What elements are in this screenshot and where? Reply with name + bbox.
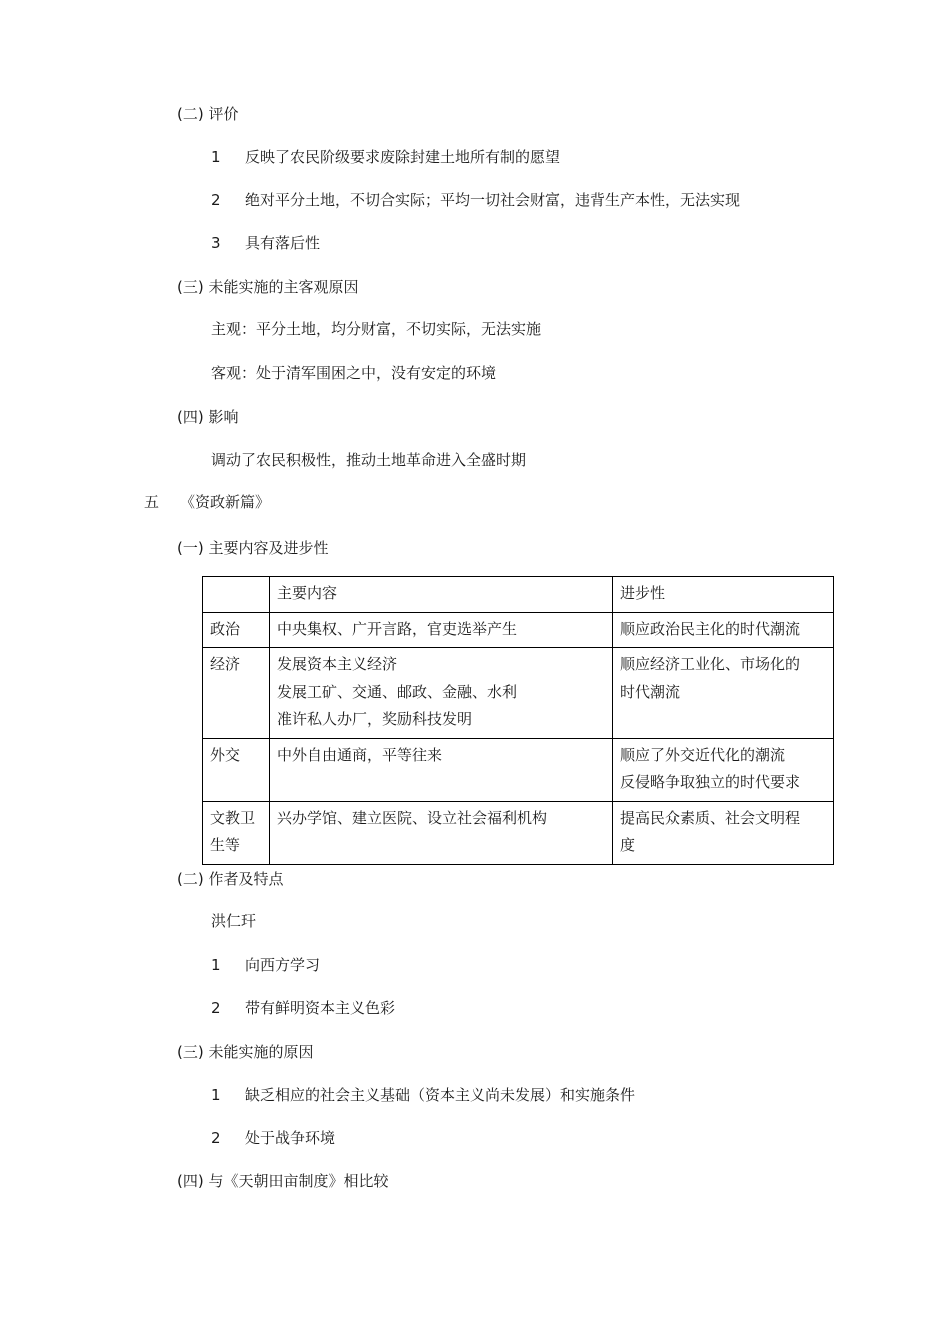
- table-header-cell: 进步性: [613, 577, 834, 613]
- table-header-row: [203, 577, 834, 613]
- part-title: 《资政新篇》: [180, 493, 271, 511]
- cell-line: 准许私人办厂，奖励科技发明: [277, 710, 473, 728]
- subjective-reason: 主观：平分土地，均分财富，不切实际，无法实施: [211, 320, 542, 338]
- progress-cell: [613, 738, 834, 801]
- content-cell: [270, 648, 613, 739]
- category-cell: 外交: [203, 738, 270, 801]
- progress-cell: [613, 612, 834, 648]
- list-item: [211, 998, 395, 1018]
- category-cell: 经济: [203, 648, 270, 739]
- section-heading-author: (二) 作者及特点: [177, 870, 284, 888]
- section-heading-comparison: (四) 与《天朝田亩制度》相比较: [177, 1172, 389, 1190]
- cell-line: 度: [620, 836, 636, 854]
- cell-line: 时代潮流: [620, 682, 681, 701]
- table-row: [203, 738, 834, 801]
- item-text: 带有鲜明资本主义色彩: [245, 999, 396, 1017]
- cell-line: 兴办学馆、建立医院、设立社会福利机构: [277, 808, 548, 827]
- list-item: [211, 147, 560, 167]
- cell-line: 中外自由通商，平等往来: [277, 745, 443, 764]
- table-row: [203, 612, 834, 648]
- section-heading-impact: (四) 影响: [177, 408, 239, 426]
- list-item: [211, 233, 320, 253]
- content-cell: [270, 738, 613, 801]
- list-item: [211, 1128, 335, 1148]
- category-cell: 政治: [203, 612, 270, 648]
- section-heading-content: (一) 主要内容及进步性: [177, 539, 329, 557]
- item-number: 2: [211, 999, 221, 1017]
- progress-cell: [613, 801, 834, 864]
- content-cell: [270, 801, 613, 864]
- item-text: 处于战争环境: [245, 1129, 336, 1147]
- item-text: 绝对平分土地，不切合实际；平均一切社会财富，违背生产本性，无法实现: [245, 191, 741, 209]
- section-heading-failure: (三) 未能实施的原因: [177, 1043, 314, 1061]
- item-text: 向西方学习: [245, 956, 321, 974]
- cell-line: 顺应政治民主化的时代潮流: [620, 619, 801, 638]
- impact-text: 调动了农民积极性，推动土地革命进入全盛时期: [211, 451, 527, 469]
- item-number: 2: [211, 1129, 221, 1147]
- section-heading-evaluation: (二) 评价: [177, 105, 239, 123]
- item-number: 3: [211, 234, 221, 252]
- table-header-cell: [203, 577, 270, 613]
- item-text: 缺乏相应的社会主义基础（资本主义尚未发展）和实施条件: [245, 1086, 636, 1104]
- objective-reason: 客观：处于清军围困之中，没有安定的环境: [211, 364, 497, 382]
- cell-line: 发展资本主义经济: [277, 655, 398, 673]
- cell-line: 发展工矿、交通、邮政、金融、水利: [277, 682, 518, 701]
- table-row: [203, 801, 834, 864]
- progress-cell: [613, 648, 834, 739]
- part-number: 五: [144, 493, 160, 511]
- item-number: 1: [211, 148, 221, 166]
- cell-line: 反侵略争取独立的时代要求: [620, 773, 801, 791]
- category-cell: [203, 801, 270, 864]
- list-item: [211, 955, 320, 975]
- cell-line: 生等: [210, 836, 241, 854]
- item-text: 具有落后性: [245, 234, 321, 252]
- cell-line: 文教卫: [210, 808, 256, 827]
- section-heading-reasons: (三) 未能实施的主客观原因: [177, 278, 359, 296]
- table-row: [203, 648, 834, 739]
- list-item: [211, 1085, 635, 1105]
- cell-line: 中央集权、广开言路，官吏选举产生: [277, 619, 518, 638]
- list-item: [211, 190, 740, 210]
- content-cell: [270, 612, 613, 648]
- item-number: 1: [211, 956, 221, 974]
- item-text: 反映了农民阶级要求废除封建土地所有制的愿望: [245, 148, 561, 166]
- table-header-cell: 主要内容: [270, 577, 613, 613]
- item-number: 1: [211, 1086, 221, 1104]
- author-name: 洪仁玕: [211, 912, 257, 930]
- item-number: 2: [211, 191, 221, 209]
- cell-line: 提高民众素质、社会文明程: [620, 808, 801, 827]
- content-progress-table: [202, 576, 834, 865]
- cell-line: 顺应了外交近代化的潮流: [620, 745, 786, 764]
- cell-line: 顺应经济工业化、市场化的: [620, 655, 801, 673]
